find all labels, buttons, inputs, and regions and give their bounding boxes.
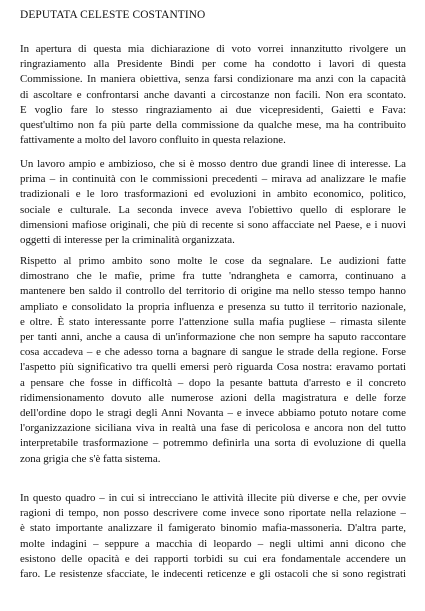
text-line: cosa accadeva – e che adesso torna a bagnare di sangue le strade della regione. Forse: [20, 346, 406, 359]
text-line: di ascoltare e confrontarsi anche davanti a circostanze non facili. Non era scontato.: [20, 88, 406, 101]
text-line: ridimensionamento dovuto alle numerose azioni della magistratura e delle forze: [20, 391, 406, 404]
text-line: dimostrano che le mafie, prime fra tutte 'ndrangheta e camorra, continuano a: [20, 270, 406, 283]
text-line: faro. Le resistenze sfacciate, le indecenti reticenze e gli ostacoli che si sono registrati: [20, 568, 406, 581]
text-line: oggetti di interesse per la criminalità organizzata.: [20, 234, 235, 247]
text-line: l'aspetto più significativo tra quelli emersi però riguarda Cosa nostra: eravamo portati: [20, 361, 406, 374]
paragraph-2: [20, 157, 406, 248]
text-line: e oltre. È stato interessante porre l'attenzione sulla mafia pugliese – rimasta silente: [20, 315, 406, 328]
text-line: è stato importante analizzare il famigerato binomio mafia-massoneria. D'altra parte,: [20, 522, 406, 535]
text-line: Commissione. In maniera obiettiva, senza farsi condizionare ma anzi con la capacità: [20, 73, 406, 86]
text-line: mantenere ben saldo il controllo del territorio di origine ma nello stesso tempo hanno: [20, 285, 406, 298]
text-line: ringraziamento alla Presidente Bindi per come ha condotto i lavori di questa: [20, 58, 406, 71]
paragraph-3: [20, 254, 406, 467]
text-line: l'organizzazione siciliana viva in realtà una fase di pericolosa e ancora non del tutto: [20, 422, 406, 435]
text-line: esistono delle opacità e dei rapporti torbidi su cui era fondamentale accendere un: [20, 552, 406, 565]
text-line: quest'ultimo non fa più parte della commissione da qualche mese, ma ha contribuito: [20, 119, 406, 132]
text-line: a pensare che fosse in difficoltà – dopo la pesante battuta d'arresto e il concreto: [20, 376, 406, 389]
text-line: molte indagini – seppure a macchia di leopardo – negli ultimi anni dicono che: [20, 537, 406, 550]
paragraph-1: [20, 42, 406, 148]
text-line: sociale e culturale. La seconda invece aveva l'obiettivo quello di esplorare le: [20, 203, 406, 216]
text-line: In questo quadro – in cui si intrecciano le attività illecite più diverse e che, per ovvie: [20, 492, 406, 504]
text-line: interpretabile trasformazione – potremmo definirla una sorta di evoluzione di quella: [20, 437, 406, 450]
text-line: ragioni di tempo, non posso descrivere come invece sono riportate nella relazione –: [20, 507, 406, 520]
text-line: tradizionali e le loro trasformazioni ed evoluzioni in ambito economico, politico,: [20, 188, 406, 201]
text-line: In apertura di questa mia dichiarazione di voto vorrei innanzitutto rivolgere un: [20, 43, 406, 55]
text-line: zona grigia che s'è fatta sistema.: [20, 452, 161, 465]
text-line: prima – in continuità con le commissioni precedenti – mirava ad analizzare le mafie: [20, 173, 406, 186]
text-line: E voglio fare lo stesso ringraziamento ai due vicepresidenti, Gaietti e Fava:: [20, 103, 406, 116]
text-line: fattivamente a molto del lavoro confluito in questa relazione.: [20, 134, 286, 147]
text-line: dell'ordine dopo le stragi degli Anni Novanta – e invece abbiamo potuto notare come: [20, 407, 406, 420]
text-line: ampliato e consolidato la propria influenza e presenza su tutto il territorio nazionale,: [20, 300, 406, 313]
text-line: Rispetto al primo ambito sono molte le cose da segnalare. Le audizioni fatte: [20, 255, 406, 267]
paragraph-4: [20, 491, 406, 582]
speaker-heading: DEPUTATA CELESTE COSTANTINO: [20, 9, 206, 21]
text-line: dimensioni mafiose originali, che più di recente si sono affacciate nel Paese, e i nuovi: [20, 218, 406, 231]
text-line: Un lavoro ampio e ambizioso, che si è mosso dentro due grandi linee di interesse. La: [20, 158, 406, 170]
text-line: per tanti anni, anche a causa di un'informazione che non sempre ha saputo raccontare: [20, 331, 406, 344]
